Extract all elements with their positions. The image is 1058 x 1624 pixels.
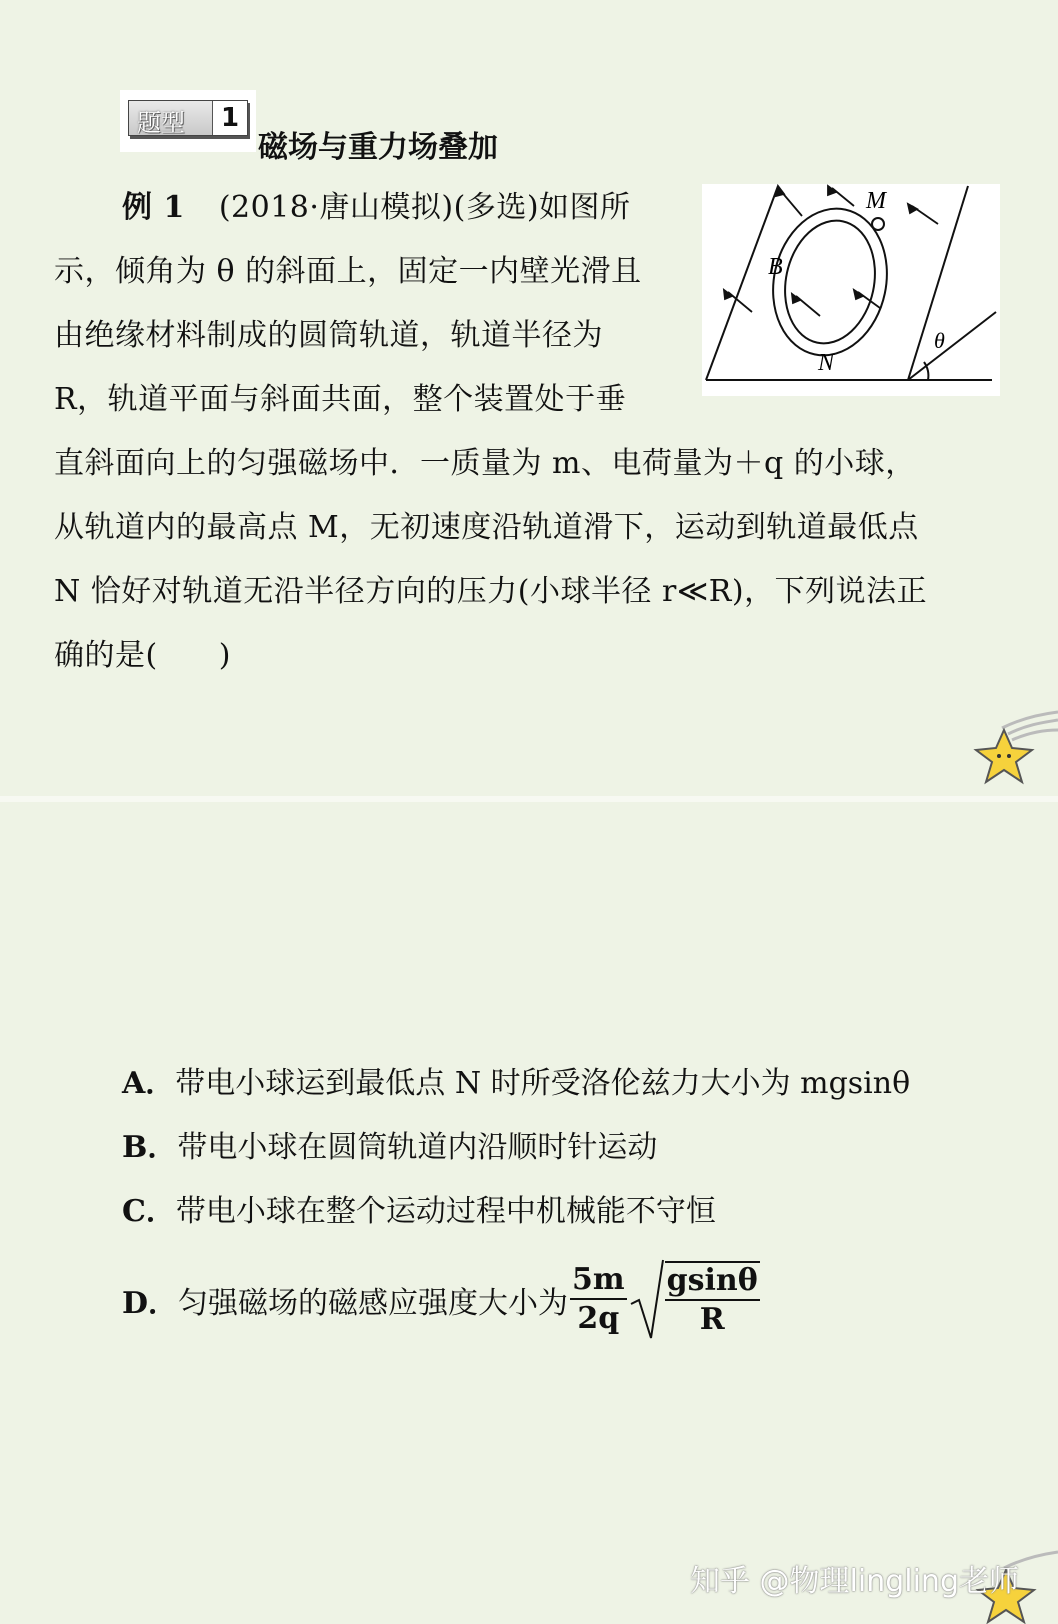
- example-line: R，轨道平面与斜面共面，整个装置处于垂: [54, 382, 627, 417]
- example-line: N 恰好对轨道无沿半径方向的压力(小球半径 r≪R)，下列说法正: [54, 574, 928, 609]
- option-text: 匀强磁场的磁感应强度大小为: [178, 1286, 569, 1321]
- example-line: 直斜面向上的匀强磁场中．一质量为 m、电荷量为＋q 的小球，: [54, 446, 916, 481]
- label-n: N: [818, 350, 835, 376]
- option-a: [122, 1058, 910, 1102]
- option-text: 带电小球运到最低点 N 时所受洛伦兹力大小为 mgsinθ: [175, 1066, 911, 1101]
- star-icon: [972, 708, 1058, 792]
- label-theta: θ: [934, 328, 945, 353]
- ball: [872, 218, 884, 230]
- option-c: [122, 1186, 716, 1230]
- option-letter: C．: [122, 1194, 176, 1229]
- example-first-line: [122, 182, 631, 226]
- watermark: 知乎 @物理lingling老师: [690, 1564, 1019, 1599]
- option-text: 带电小球在圆筒轨道内沿顺时针运动: [177, 1130, 658, 1165]
- example-line: 从轨道内的最高点 M，无初速度沿轨道滑下，运动到轨道最低点: [54, 510, 919, 545]
- figure-drawing: [702, 184, 1000, 396]
- radicand-numerator: gsinθ: [665, 1263, 760, 1301]
- section-title: 磁场与重力场叠加: [258, 130, 498, 165]
- option-b: [122, 1122, 657, 1166]
- fraction-denominator: 2q: [577, 1301, 620, 1336]
- radicand-denominator: R: [699, 1302, 725, 1337]
- example-line: 示，倾角为 θ 的斜面上，固定一内壁光滑且: [54, 254, 642, 289]
- badge-label: 题型: [137, 109, 185, 137]
- option-d: [122, 1258, 762, 1342]
- question-type-badge: [120, 90, 256, 152]
- radicand-fraction: [665, 1261, 760, 1339]
- incline-base-edge: [908, 312, 996, 380]
- option-letter: A．: [122, 1066, 176, 1101]
- example-label: 例 1: [122, 190, 185, 225]
- option-letter: B．: [122, 1130, 178, 1165]
- example-source: (2018·唐山模拟)(多选)如图所: [218, 190, 631, 225]
- incline-left-edge: [706, 186, 778, 380]
- label-m: M: [866, 188, 886, 214]
- example-line: 确的是( ): [54, 638, 231, 673]
- badge-number: 1: [212, 101, 247, 135]
- badge-box: [128, 100, 248, 136]
- option-letter: D．: [122, 1286, 179, 1321]
- sqrt-icon: [629, 1258, 665, 1342]
- fraction-numerator: 5m: [570, 1262, 627, 1300]
- incline-track-figure: [702, 184, 1000, 396]
- label-b: B: [768, 254, 783, 280]
- option-text: 带电小球在整个运动过程中机械能不守恒: [175, 1194, 716, 1229]
- fraction: [570, 1262, 627, 1338]
- example-line: 由绝缘材料制成的圆筒轨道，轨道半径为: [54, 318, 603, 353]
